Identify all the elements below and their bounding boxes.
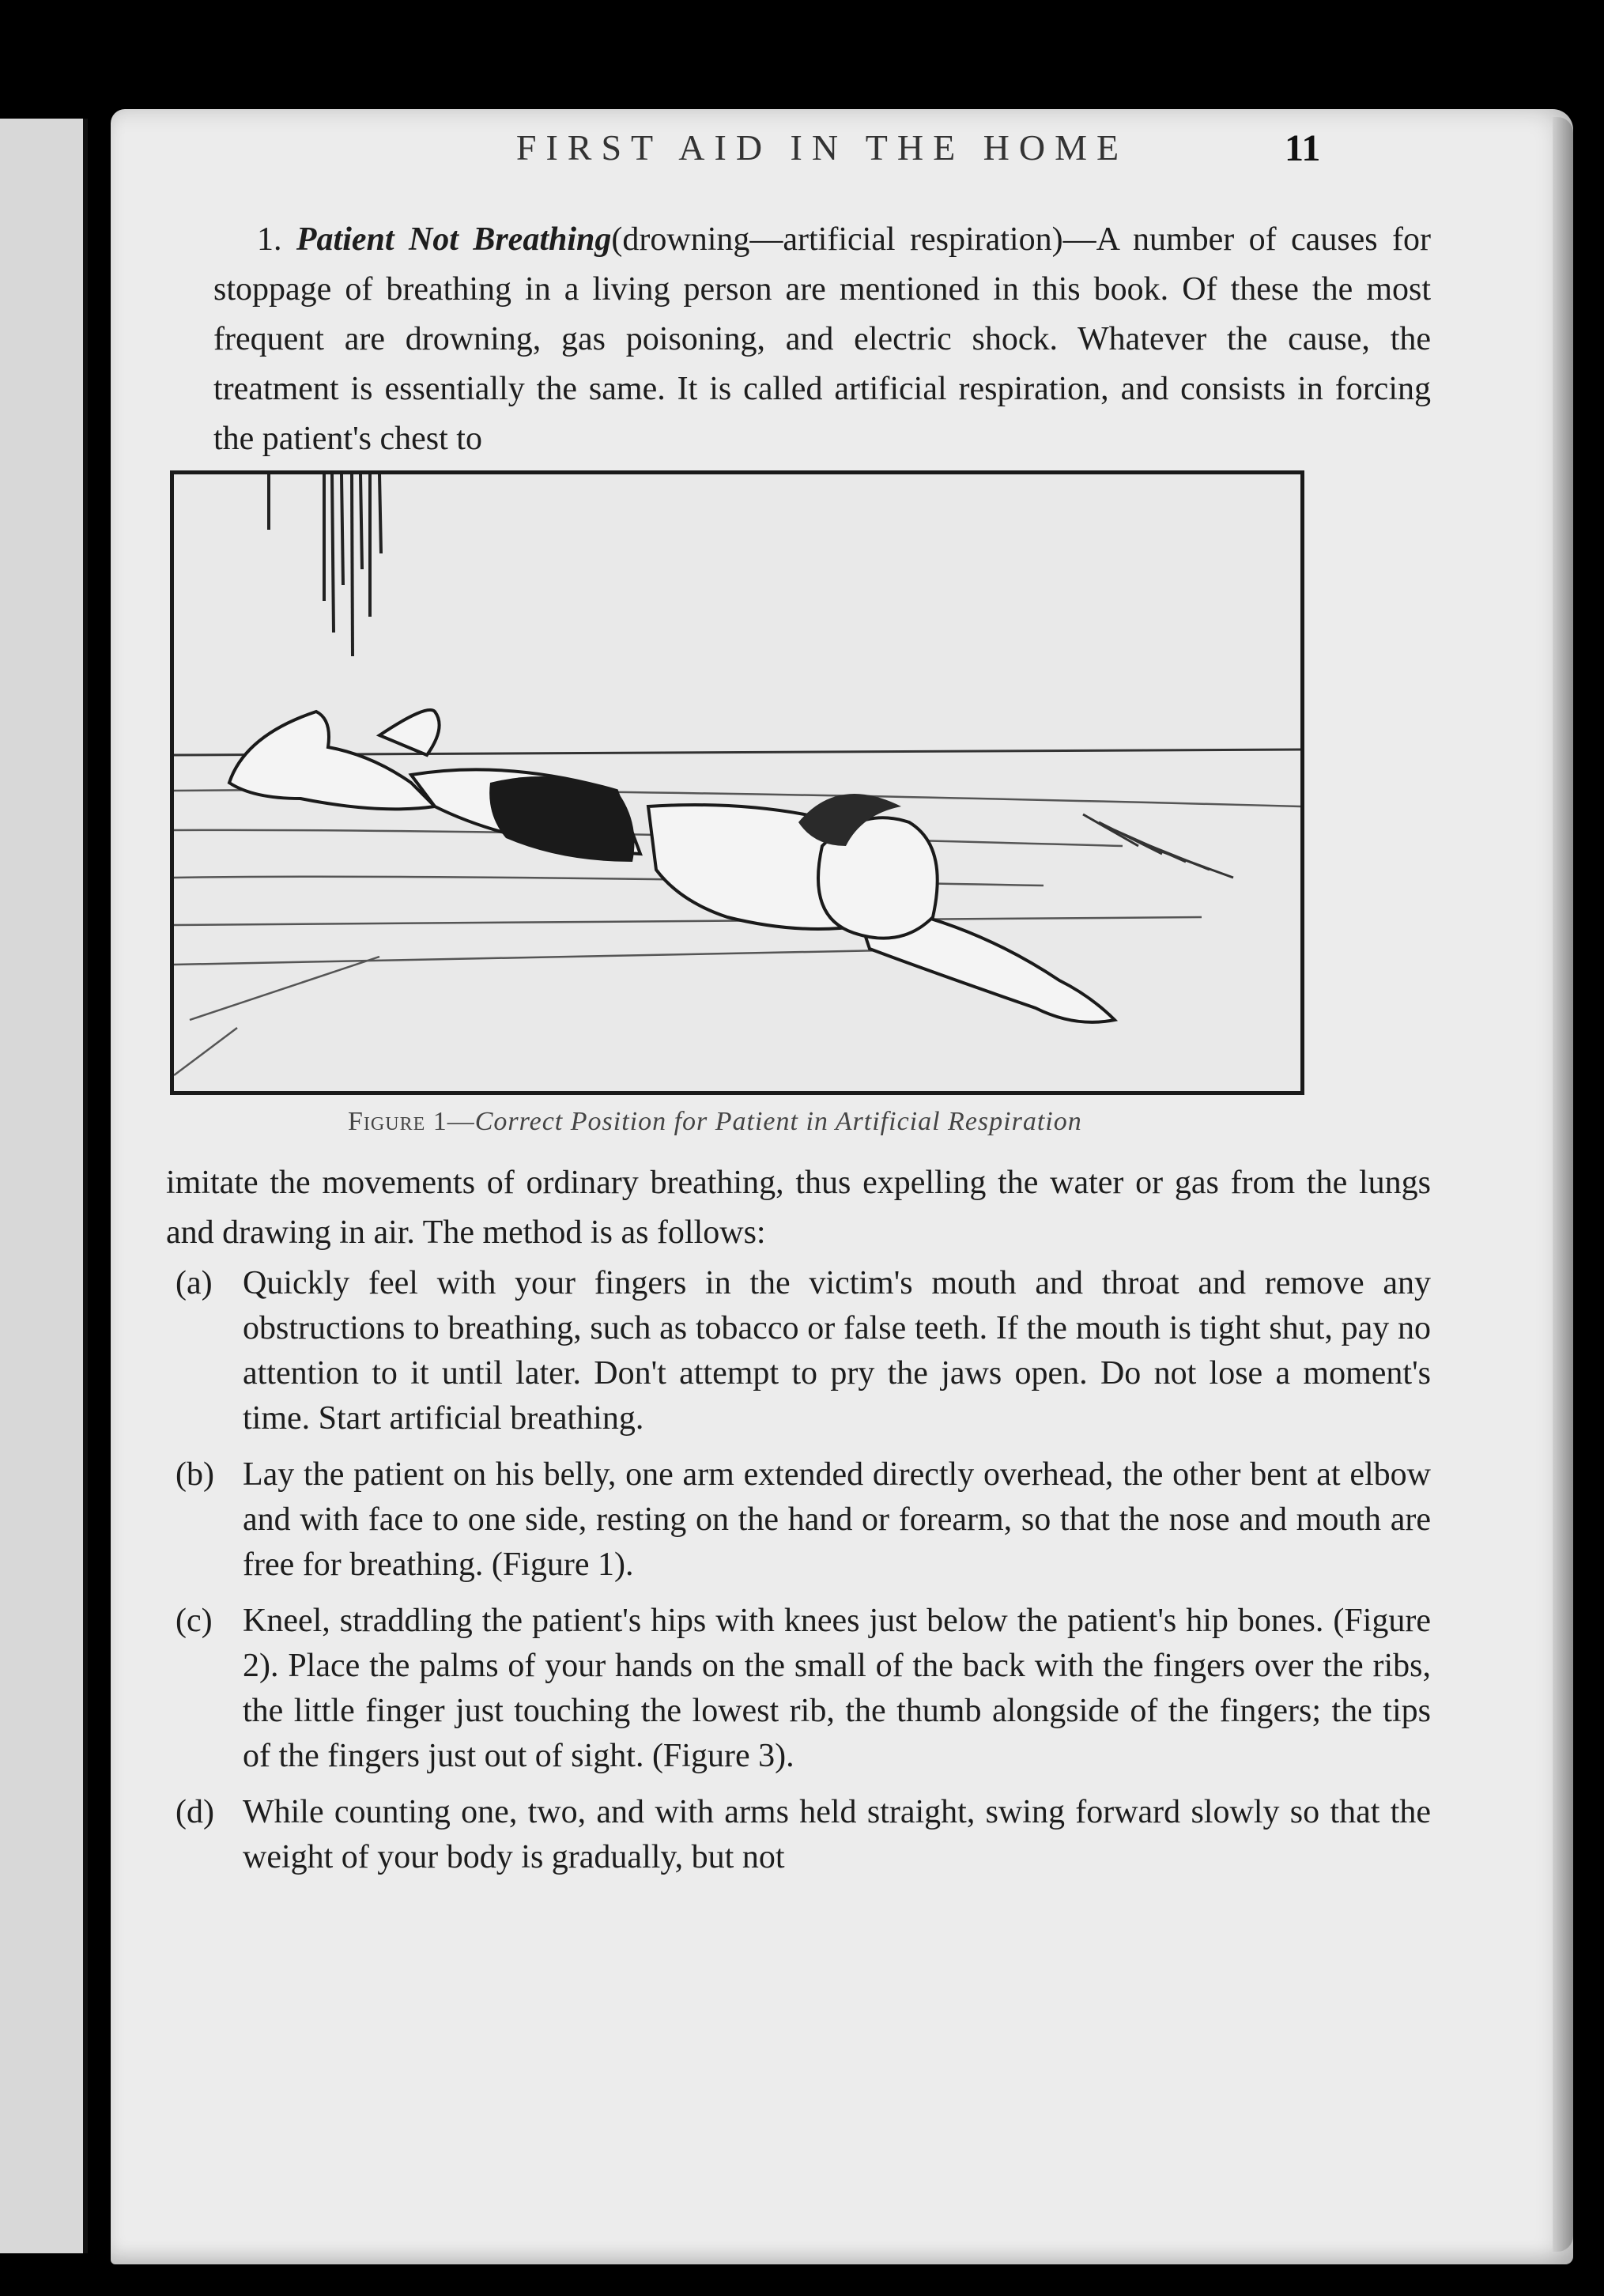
step-text: Kneel, straddling the patient's hips with knees just below the patient's hip bones. (Figure 2). Place the palms of your hands on the small of the back with the fingers over the ribs, the little finger just touching the lowest rib, the thumb alongside of the fingers; the tips of the fingers just out of sight. (Figure 3). xyxy=(243,1603,1431,1774)
continuation-paragraph: imitate the movements of ordinary breathing, thus expelling the water or gas from the lungs and drawing in air. The method is as follows: xyxy=(166,1165,1431,1251)
intro-paragraph xyxy=(213,215,1431,464)
step-marker: (a) xyxy=(175,1265,213,1301)
step-text: Quickly feel with your fingers in the victim's mouth and throat and remove any obstructions to breathing, such as tobacco or false teeth. If the mouth is tight shut, pay no attention to it until later. Don't attempt to pry the jaws open. Do not lose a moment's time. Start artificial breathing. xyxy=(243,1265,1431,1437)
step-text: Lay the patient on his belly, one arm extended directly overhead, the other bent at elbow and with face to one side, resting on the hand or forearm, so that the nose and mouth are free for breathing. (Figure 1). xyxy=(243,1456,1431,1583)
figure-illustration xyxy=(170,470,1304,1095)
page-number: 11 xyxy=(1285,127,1321,169)
section-heading: Patient Not Breathing xyxy=(296,221,612,258)
step-marker: (d) xyxy=(175,1794,214,1830)
step-text: While counting one, two, and with arms held straight, swing forward slowly so that the weight of your body is gradually, but not xyxy=(243,1794,1431,1875)
step-marker: (c) xyxy=(175,1603,213,1639)
page-edge-shadow xyxy=(1553,117,1573,2252)
facing-page-edge xyxy=(0,119,88,2253)
step-marker: (b) xyxy=(175,1456,214,1493)
running-title: FIRST AID IN THE HOME xyxy=(515,127,1129,168)
figure-caption xyxy=(348,1107,1312,1137)
step-b xyxy=(166,1452,1431,1588)
patient-illustration xyxy=(174,474,1300,1091)
section-number: 1. xyxy=(257,221,282,258)
figure-title: Correct Position for Patient in Artificial Respiration xyxy=(474,1107,1082,1136)
figure-label: Figure 1— xyxy=(348,1107,475,1136)
step-c xyxy=(166,1599,1431,1779)
step-d xyxy=(166,1790,1431,1880)
step-a xyxy=(166,1261,1431,1441)
steps-list xyxy=(166,1261,1431,1891)
intro-text: (drowning—artificial respiration)—A number of causes for stoppage of breathing in a living person are mentioned in this book. Of these the most frequent are drowning, gas poisoning, and electric shock. Whatever the cause, the treatment is essentially the same. It is called artificial respiration, and consists in forcing the patient's chest to xyxy=(213,221,1432,457)
